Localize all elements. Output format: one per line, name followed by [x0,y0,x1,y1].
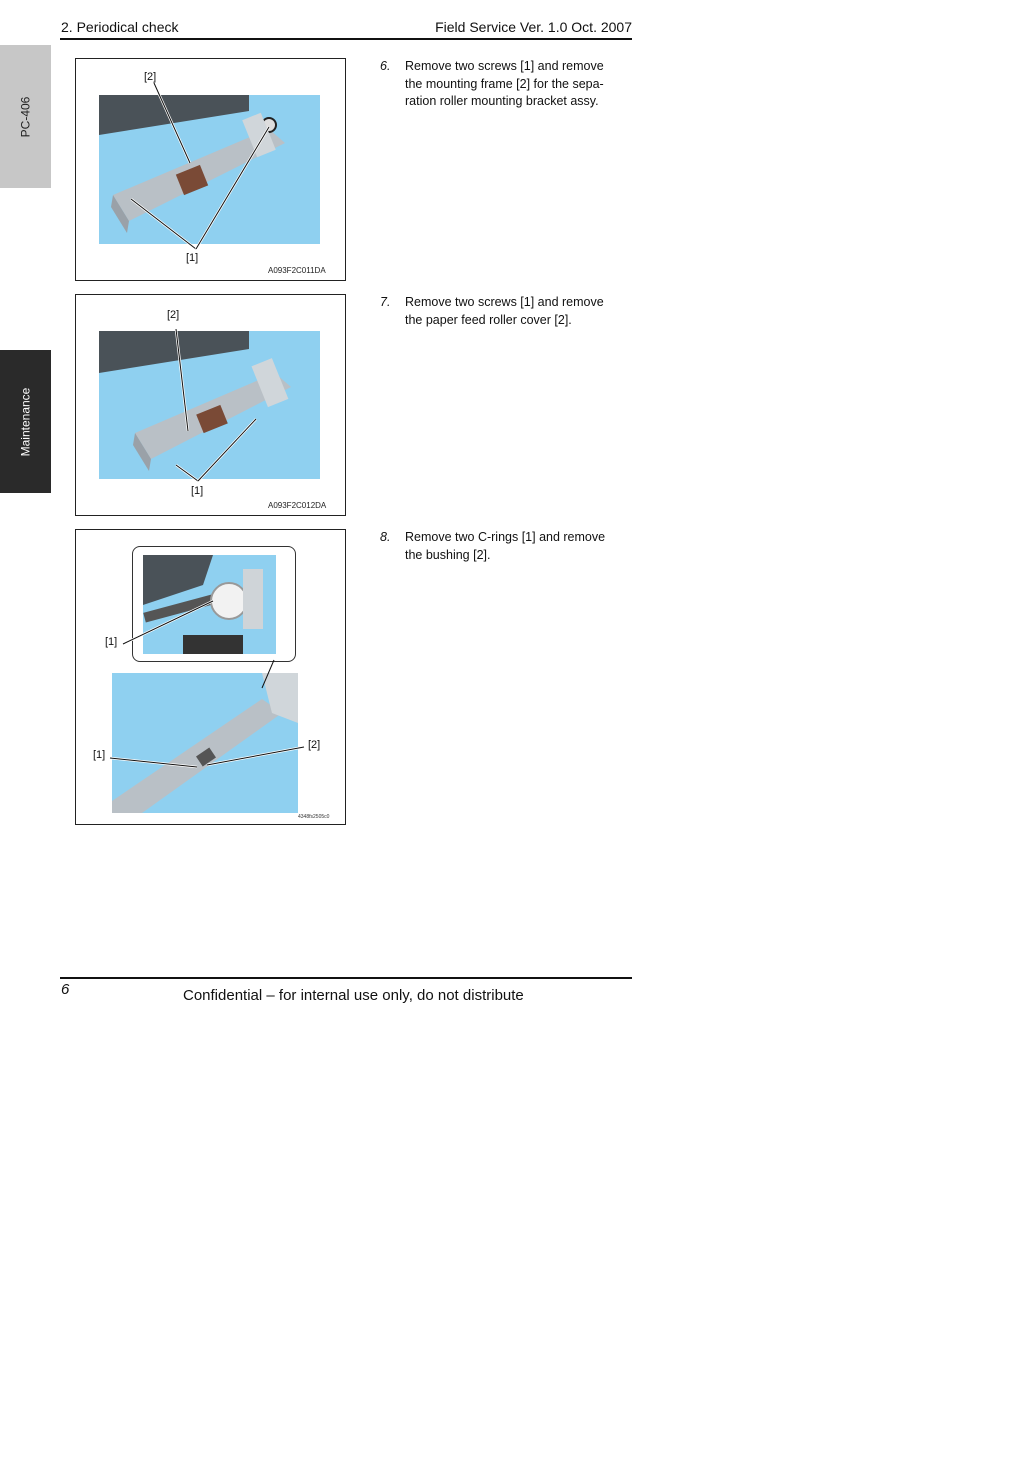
section-tab-label: Maintenance [18,387,33,456]
callout-2: [2] [308,739,321,751]
footer-rule [60,977,632,979]
document-version: Field Service Ver. 1.0 Oct. 2007 [435,19,632,35]
confidential-notice: Confidential – for internal use only, do not distribute [183,987,524,1004]
figure-step-7 [75,294,346,516]
figure-code: A093F2C011DA [268,266,326,275]
step-number: 8. [380,530,391,544]
step-text: Remove two C-rings [1] and remove the bushing [2]. [405,530,606,562]
callout-1: [1] [191,485,204,497]
header-rule [60,38,632,40]
step-6 [380,58,630,111]
callout-1-overview: [1] [93,749,106,761]
figure-step-6 [75,58,346,281]
callout-lines [76,530,345,824]
product-tab [0,45,51,188]
page-number: 6 [61,981,70,998]
step-text: Remove two screws [1] and remove the mounting frame [2] for the sepa- ration roller mounting bracket assy. [405,59,604,108]
step-text: Remove two screws [1] and remove the paper feed roller cover [2]. [405,295,604,327]
callout-lines [76,59,345,280]
step-7 [380,294,630,329]
figure-code: A093F2C012DA [268,501,327,510]
section-title: 2. Periodical check [61,19,179,35]
callout-2: [2] [144,71,157,83]
callout-1: [1] [186,252,199,264]
product-tab-label: PC-406 [18,96,33,137]
callout-2: [2] [167,309,180,321]
figure-step-8 [75,529,346,825]
callout-lines [76,295,345,515]
step-8 [380,529,630,564]
section-tab [0,350,51,493]
callout-1-detail: [1] [105,636,118,648]
figure-code: 4348fs2505c0 [298,814,330,820]
step-number: 7. [380,295,391,309]
step-number: 6. [380,59,391,73]
